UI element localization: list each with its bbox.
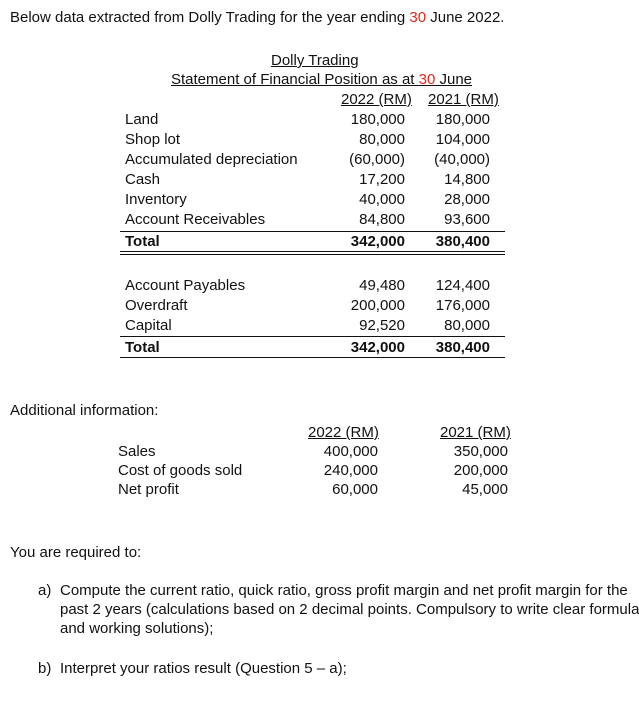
additional-value-2021: 350,000 (453, 443, 508, 460)
asset-value-2022: 40,000 (359, 191, 405, 208)
task-a-marker: a) (38, 582, 52, 599)
task-a-line3: and working solutions); (60, 620, 214, 637)
asset-label: Account Receivables (125, 211, 266, 228)
additional-label: Net profit (118, 481, 179, 498)
liability-value-2021: 80,000 (444, 317, 490, 334)
asset-value-2021: 14,800 (444, 171, 490, 188)
task-b-marker: b) (38, 660, 52, 677)
additional-col-2022: 2022 (RM) (308, 424, 379, 441)
additional-value-2022: 60,000 (332, 481, 378, 498)
column-header-2022: 2022 (RM) (341, 91, 412, 108)
liabilities-total-rule (120, 357, 505, 358)
asset-value-2021: 28,000 (444, 191, 490, 208)
asset-value-2021: 104,000 (435, 131, 490, 148)
asset-value-2022: (60,000) (349, 151, 405, 168)
liability-label: Overdraft (125, 297, 188, 314)
additional-value-2021: 45,000 (462, 481, 508, 498)
assets-total-2021: 380,400 (435, 233, 490, 250)
liability-label: Account Payables (125, 277, 246, 294)
liability-value-2021: 176,000 (435, 297, 490, 314)
column-header-2021: 2021 (RM) (428, 91, 499, 108)
liability-value-2022: 200,000 (350, 297, 405, 314)
asset-value-2021: (40,000) (434, 151, 490, 168)
additional-label: Sales (118, 443, 156, 460)
asset-label: Shop lot (125, 131, 181, 148)
liabilities-total-2022: 342,000 (350, 339, 405, 356)
liability-value-2022: 49,480 (359, 277, 405, 294)
additional-value-2021: 200,000 (453, 462, 508, 479)
additional-value-2022: 240,000 (323, 462, 378, 479)
assets-subtotal-rule (120, 231, 505, 232)
liability-label: Capital (125, 317, 172, 334)
asset-value-2022: 17,200 (359, 171, 405, 188)
asset-label: Land (125, 111, 159, 128)
statement-title: Statement of Financial Position as at 30 June (171, 71, 473, 88)
asset-label: Inventory (125, 191, 187, 208)
assets-total-2022: 342,000 (350, 233, 405, 250)
additional-label: Cost of goods sold (118, 462, 243, 479)
additional-heading: Additional information: (10, 402, 159, 419)
asset-label: Cash (125, 171, 161, 188)
company-name: Dolly Trading (271, 52, 359, 69)
additional-col-2021: 2021 (RM) (440, 424, 511, 441)
task-a-line1: Compute the current ratio, quick ratio, gross profit margin and net profit margin for the (60, 582, 628, 599)
intro-text: Below data extracted from Dolly Trading for the year ending 30 June 2022. (10, 9, 505, 26)
asset-value-2022: 80,000 (359, 131, 405, 148)
asset-value-2022: 84,800 (359, 211, 405, 228)
assets-total-label: Total (125, 233, 160, 250)
asset-value-2022: 180,000 (350, 111, 405, 128)
asset-value-2021: 93,600 (444, 211, 490, 228)
asset-value-2021: 180,000 (435, 111, 490, 128)
liabilities-total-label: Total (125, 339, 160, 356)
task-a-line2: past 2 years (calculations based on 2 decimal points. Compulsory to write clear formula (60, 601, 639, 618)
additional-value-2022: 400,000 (323, 443, 378, 460)
intro-day: 30 (409, 9, 427, 26)
asset-label: Accumulated depreciation (125, 151, 298, 168)
assets-total-double-rule (120, 251, 505, 255)
liabilities-subtotal-rule (120, 336, 505, 337)
liabilities-total-2021: 380,400 (435, 339, 490, 356)
task-heading: You are required to: (10, 544, 142, 561)
liability-value-2022: 92,520 (359, 317, 405, 334)
task-b-line1: Interpret your ratios result (Question 5 – a); (60, 660, 347, 677)
liability-value-2021: 124,400 (435, 277, 490, 294)
